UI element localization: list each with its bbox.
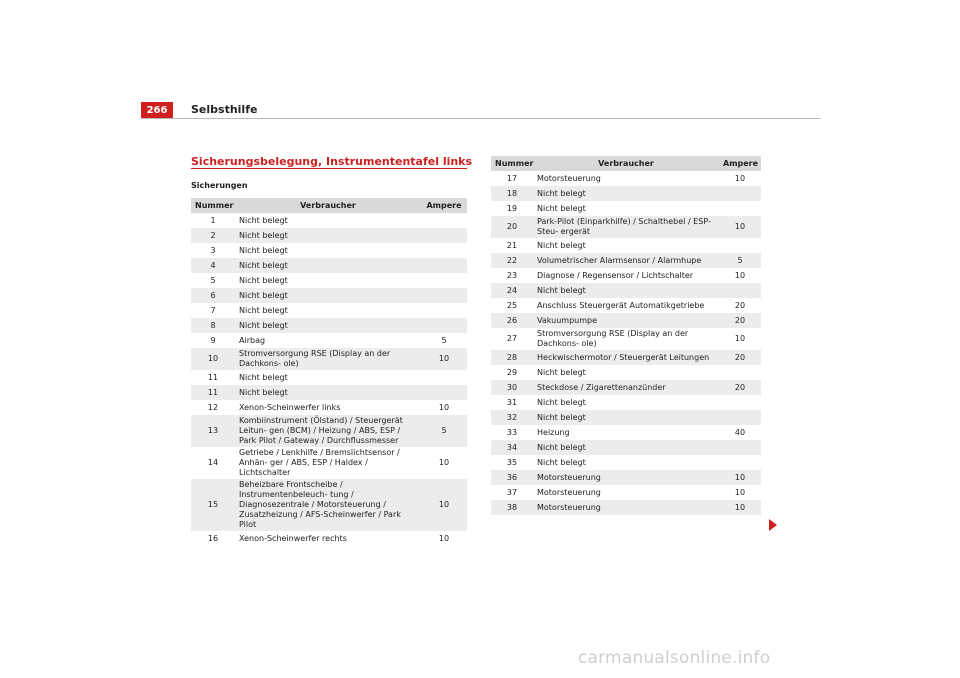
fuse-consumer: Anschluss Steuergerät Automatikgetriebe bbox=[533, 298, 719, 313]
fuse-ampere: 10 bbox=[719, 328, 761, 350]
section-divider bbox=[191, 168, 467, 169]
table-row bbox=[191, 479, 467, 531]
triangle-right-icon[interactable] bbox=[769, 519, 777, 531]
fuse-ampere bbox=[421, 288, 467, 303]
fuse-consumer: Volumetrischer Alarmsensor / Alarmhupe bbox=[533, 253, 719, 268]
fuse-number: 7 bbox=[191, 303, 235, 318]
fuse-ampere: 5 bbox=[421, 333, 467, 348]
table-row bbox=[191, 288, 467, 303]
fuse-consumer: Kombiinstrument (Ölstand) / Steuergerät Leitun- gen (BCM) / Heizung / ABS, ESP / Park Pilot / Gateway / Durchflussmesser bbox=[235, 415, 421, 447]
table-row bbox=[191, 400, 467, 415]
fuse-consumer: Nicht belegt bbox=[533, 410, 719, 425]
fuse-number: 29 bbox=[491, 365, 533, 380]
fuse-ampere: 20 bbox=[719, 298, 761, 313]
fuse-number: 38 bbox=[491, 500, 533, 515]
watermark: carmanualsonline.info bbox=[578, 648, 771, 668]
table-row bbox=[491, 268, 761, 283]
fuse-number: 8 bbox=[191, 318, 235, 333]
fuse-ampere: 40 bbox=[719, 425, 761, 440]
table-row bbox=[491, 470, 761, 485]
column-header-number: Nummer bbox=[191, 198, 235, 213]
fuse-consumer: Motorsteuerung bbox=[533, 470, 719, 485]
fuse-consumer: Vakuumpumpe bbox=[533, 313, 719, 328]
table-row bbox=[191, 303, 467, 318]
fuse-consumer: Getriebe / Lenkhilfe / Bremslichtsensor / Anhän- ger / ABS, ESP / Haldex / Lichtschalter bbox=[235, 447, 421, 479]
fuse-ampere bbox=[719, 186, 761, 201]
fuse-consumer: Nicht belegt bbox=[533, 455, 719, 470]
fuse-ampere bbox=[421, 370, 467, 385]
fuse-ampere: 10 bbox=[421, 479, 467, 531]
fuse-consumer: Steckdose / Zigarettenanzünder bbox=[533, 380, 719, 395]
fuse-number: 15 bbox=[191, 479, 235, 531]
fuse-number: 16 bbox=[191, 531, 235, 546]
fuse-consumer: Nicht belegt bbox=[533, 201, 719, 216]
fuse-ampere: 10 bbox=[421, 447, 467, 479]
fuse-ampere: 20 bbox=[719, 380, 761, 395]
fuse-consumer: Motorsteuerung bbox=[533, 171, 719, 186]
header-divider bbox=[141, 118, 821, 119]
table-row bbox=[491, 313, 761, 328]
fuse-ampere: 10 bbox=[719, 216, 761, 238]
table-subheading: Sicherungen bbox=[191, 181, 248, 190]
fuse-number: 9 bbox=[191, 333, 235, 348]
fuse-consumer: Nicht belegt bbox=[235, 273, 421, 288]
table-row bbox=[491, 455, 761, 470]
column-header-consumer: Verbraucher bbox=[533, 156, 719, 171]
fuse-consumer: Motorsteuerung bbox=[533, 485, 719, 500]
fuse-table-left bbox=[191, 198, 467, 546]
fuse-ampere: 10 bbox=[421, 400, 467, 415]
fuse-number: 30 bbox=[491, 380, 533, 395]
fuse-ampere: 10 bbox=[719, 171, 761, 186]
fuse-ampere: 20 bbox=[719, 350, 761, 365]
fuse-ampere bbox=[421, 385, 467, 400]
table-row bbox=[491, 365, 761, 380]
fuse-number: 27 bbox=[491, 328, 533, 350]
fuse-number: 20 bbox=[491, 216, 533, 238]
table-row bbox=[191, 273, 467, 288]
fuse-consumer: Heizung bbox=[533, 425, 719, 440]
fuse-number: 11 bbox=[191, 385, 235, 400]
fuse-number: 32 bbox=[491, 410, 533, 425]
table-row bbox=[191, 370, 467, 385]
table-row bbox=[491, 485, 761, 500]
table-row bbox=[191, 258, 467, 273]
fuse-consumer: Nicht belegt bbox=[235, 228, 421, 243]
fuse-consumer: Nicht belegt bbox=[235, 258, 421, 273]
fuse-number: 21 bbox=[491, 238, 533, 253]
fuse-ampere: 10 bbox=[719, 470, 761, 485]
fuse-ampere bbox=[421, 318, 467, 333]
table-row bbox=[491, 201, 761, 216]
fuse-ampere: 20 bbox=[719, 313, 761, 328]
fuse-ampere bbox=[719, 283, 761, 298]
fuse-consumer: Nicht belegt bbox=[533, 283, 719, 298]
table-row bbox=[191, 415, 467, 447]
fuse-number: 19 bbox=[491, 201, 533, 216]
fuse-number: 36 bbox=[491, 470, 533, 485]
fuse-number: 2 bbox=[191, 228, 235, 243]
table-row bbox=[491, 171, 761, 186]
fuse-consumer: Nicht belegt bbox=[235, 213, 421, 228]
table-row bbox=[491, 380, 761, 395]
table-row bbox=[491, 186, 761, 201]
fuse-number: 13 bbox=[191, 415, 235, 447]
fuse-ampere bbox=[421, 258, 467, 273]
fuse-ampere bbox=[421, 228, 467, 243]
fuse-ampere bbox=[719, 238, 761, 253]
table-row bbox=[491, 350, 761, 365]
table-row bbox=[191, 228, 467, 243]
fuse-number: 4 bbox=[191, 258, 235, 273]
fuse-number: 35 bbox=[491, 455, 533, 470]
table-row bbox=[191, 348, 467, 370]
fuse-number: 28 bbox=[491, 350, 533, 365]
table-row bbox=[491, 395, 761, 410]
fuse-consumer: Stromversorgung RSE (Display an der Dachkons- ole) bbox=[235, 348, 421, 370]
fuse-ampere bbox=[719, 440, 761, 455]
fuse-consumer: Nicht belegt bbox=[533, 395, 719, 410]
table-row bbox=[491, 283, 761, 298]
fuse-number: 24 bbox=[491, 283, 533, 298]
fuse-number: 23 bbox=[491, 268, 533, 283]
fuse-number: 10 bbox=[191, 348, 235, 370]
table-row bbox=[191, 531, 467, 546]
fuse-ampere: 10 bbox=[719, 268, 761, 283]
fuse-consumer: Xenon-Scheinwerfer links bbox=[235, 400, 421, 415]
fuse-consumer: Stromversorgung RSE (Display an der Dachkons- ole) bbox=[533, 328, 719, 350]
fuse-ampere bbox=[719, 395, 761, 410]
table-row bbox=[491, 425, 761, 440]
fuse-ampere bbox=[719, 410, 761, 425]
fuse-consumer: Xenon-Scheinwerfer rechts bbox=[235, 531, 421, 546]
fuse-number: 22 bbox=[491, 253, 533, 268]
fuse-number: 33 bbox=[491, 425, 533, 440]
fuse-consumer: Nicht belegt bbox=[235, 370, 421, 385]
table-row bbox=[191, 213, 467, 228]
table-row bbox=[491, 238, 761, 253]
fuse-consumer: Nicht belegt bbox=[235, 243, 421, 258]
fuse-number: 37 bbox=[491, 485, 533, 500]
column-header-consumer: Verbraucher bbox=[235, 198, 421, 213]
table-row bbox=[191, 333, 467, 348]
table-header-row bbox=[191, 198, 467, 213]
column-header-ampere: Ampere bbox=[719, 156, 761, 171]
table-row bbox=[491, 440, 761, 455]
fuse-number: 31 bbox=[491, 395, 533, 410]
fuse-ampere: 10 bbox=[719, 485, 761, 500]
table-row bbox=[491, 216, 761, 238]
fuse-number: 34 bbox=[491, 440, 533, 455]
fuse-consumer: Park-Pilot (Einparkhilfe) / Schalthebel / ESP-Steu- ergerät bbox=[533, 216, 719, 238]
fuse-number: 17 bbox=[491, 171, 533, 186]
fuse-consumer: Motorsteuerung bbox=[533, 500, 719, 515]
fuse-number: 25 bbox=[491, 298, 533, 313]
fuse-consumer: Diagnose / Regensensor / Lichtschalter bbox=[533, 268, 719, 283]
fuse-ampere: 5 bbox=[719, 253, 761, 268]
fuse-consumer: Nicht belegt bbox=[533, 186, 719, 201]
fuse-ampere: 10 bbox=[719, 500, 761, 515]
fuse-ampere: 10 bbox=[421, 531, 467, 546]
fuse-ampere bbox=[421, 213, 467, 228]
fuse-consumer: Nicht belegt bbox=[533, 238, 719, 253]
fuse-table-right bbox=[491, 156, 761, 515]
fuse-number: 12 bbox=[191, 400, 235, 415]
table-header-row bbox=[491, 156, 761, 171]
table-row bbox=[191, 318, 467, 333]
table-row bbox=[491, 500, 761, 515]
fuse-ampere bbox=[719, 455, 761, 470]
chapter-title: Selbsthilfe bbox=[191, 103, 258, 116]
column-header-number: Nummer bbox=[491, 156, 533, 171]
fuse-ampere bbox=[421, 243, 467, 258]
fuse-number: 5 bbox=[191, 273, 235, 288]
column-header-ampere: Ampere bbox=[421, 198, 467, 213]
fuse-ampere bbox=[421, 303, 467, 318]
fuse-consumer: Nicht belegt bbox=[235, 303, 421, 318]
fuse-ampere: 5 bbox=[421, 415, 467, 447]
fuse-number: 11 bbox=[191, 370, 235, 385]
table-row bbox=[191, 447, 467, 479]
page-number: 266 bbox=[141, 102, 173, 119]
fuse-ampere bbox=[719, 365, 761, 380]
fuse-consumer: Nicht belegt bbox=[235, 288, 421, 303]
table-row bbox=[491, 253, 761, 268]
fuse-consumer: Beheizbare Frontscheibe / Instrumentenbeleuch- tung / Diagnosezentrale / Motorsteuerung / Zusatzheizung / AFS-Scheinwerfer / Park Pilot bbox=[235, 479, 421, 531]
fuse-ampere bbox=[421, 273, 467, 288]
fuse-number: 18 bbox=[491, 186, 533, 201]
fuse-number: 6 bbox=[191, 288, 235, 303]
fuse-ampere: 10 bbox=[421, 348, 467, 370]
fuse-number: 1 bbox=[191, 213, 235, 228]
fuse-number: 3 bbox=[191, 243, 235, 258]
fuse-consumer: Nicht belegt bbox=[533, 440, 719, 455]
section-title: Sicherungsbelegung, Instrumententafel links bbox=[191, 155, 473, 168]
fuse-ampere bbox=[719, 201, 761, 216]
fuse-consumer: Nicht belegt bbox=[235, 318, 421, 333]
table-row bbox=[491, 328, 761, 350]
fuse-consumer: Airbag bbox=[235, 333, 421, 348]
fuse-consumer: Nicht belegt bbox=[235, 385, 421, 400]
fuse-number: 14 bbox=[191, 447, 235, 479]
table-row bbox=[191, 385, 467, 400]
table-row bbox=[491, 410, 761, 425]
table-row bbox=[491, 298, 761, 313]
fuse-number: 26 bbox=[491, 313, 533, 328]
fuse-consumer: Nicht belegt bbox=[533, 365, 719, 380]
fuse-consumer: Heckwischermotor / Steuergerät Leitungen bbox=[533, 350, 719, 365]
table-row bbox=[191, 243, 467, 258]
